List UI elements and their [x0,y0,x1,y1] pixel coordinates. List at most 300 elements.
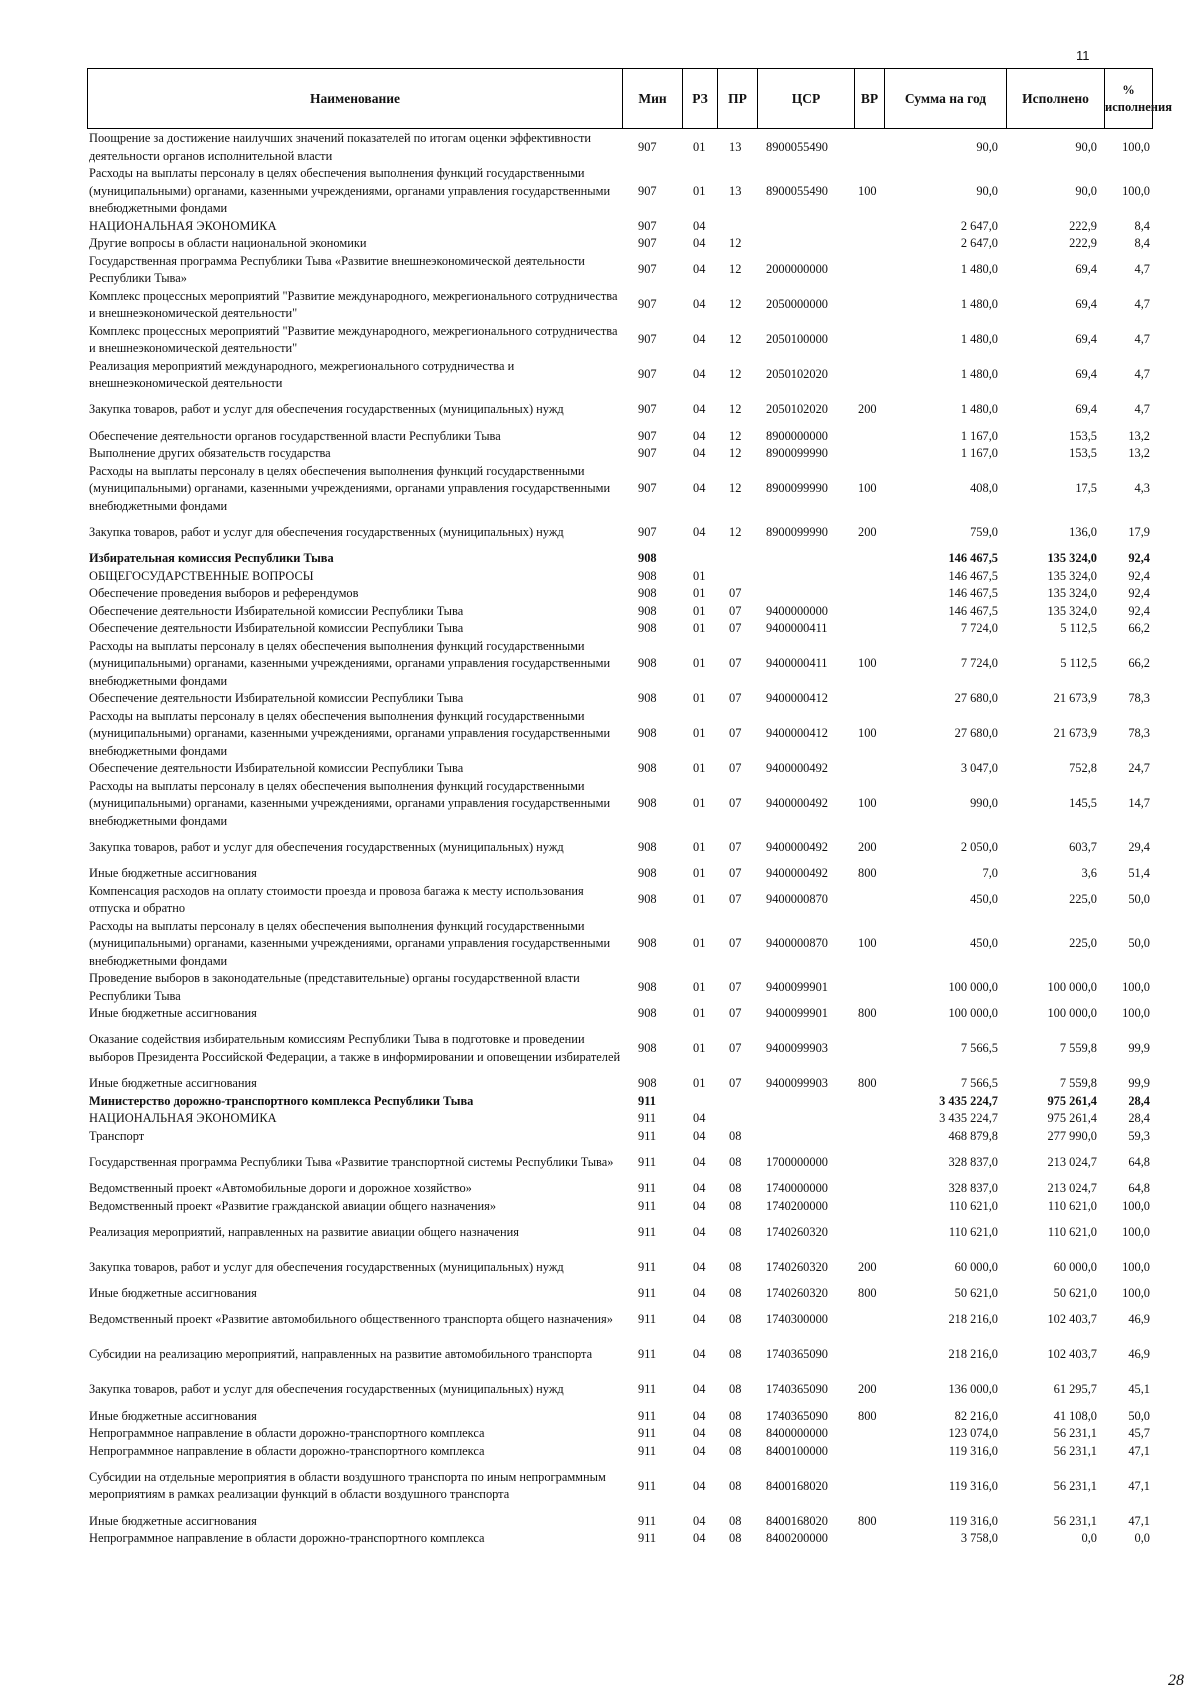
row-percent: 64,8 [1128,1181,1150,1195]
row-rz: 04 [693,1426,706,1440]
row-min: 911 [638,1154,657,1169]
table-row [87,918,1152,971]
row-name: Реализация мероприятий, направленных на развитие авиации общего назначения [89,1224,519,1239]
table-row [87,393,1152,428]
row-executed: 225,0 [1069,892,1097,907]
row-percent: 17,9 [1128,524,1150,539]
row-executed: 7 559,8 [1059,1041,1097,1055]
row-rz: 04 [693,402,706,417]
table-row [87,778,1152,831]
row-pr: 07 [729,603,742,618]
row-name: Иные бюджетные ассигнования [89,866,257,880]
row-percent: 28,4 [1128,1093,1150,1108]
table-row [87,323,1152,358]
row-rz: 01 [693,1006,706,1020]
row-sum: 2 050,0 [960,839,998,854]
row-rz: 01 [693,656,706,670]
row-percent: 100,0 [1122,183,1150,198]
row-sum: 90,0 [976,139,998,154]
table-row [87,1093,1152,1111]
header-vr: ВР [855,69,885,129]
row-name: Субсидии на реализацию мероприятий, направленных на развитие автомобильного транспорта [89,1347,593,1362]
header-name: Наименование [88,69,623,129]
row-rz: 04 [693,1443,706,1458]
row-rz: 04 [693,1154,706,1169]
row-rz: 01 [693,183,706,198]
row-min: 908 [638,761,657,775]
row-csr: 9400000411 [766,621,828,635]
table-row [87,1145,1152,1180]
row-sum: 1 480,0 [960,262,998,277]
row-sum: 1 480,0 [960,332,998,347]
row-executed: 222,9 [1069,218,1097,233]
row-executed: 153,5 [1069,446,1097,460]
row-pr: 12 [729,262,742,277]
row-sum: 50 621,0 [954,1286,998,1300]
row-csr: 8400168020 [766,1478,828,1493]
row-executed: 61 295,7 [1053,1382,1097,1397]
row-csr: 8900000000 [766,428,828,443]
row-min: 908 [638,586,657,600]
row-csr: 1740365090 [766,1382,828,1397]
row-min: 907 [638,139,657,154]
row-executed: 69,4 [1075,367,1097,382]
table-row [87,1460,1152,1513]
row-name: Ведомственный проект «Развитие автомобильного общественного транспорта общего назначения» [89,1312,613,1327]
row-csr: 9400099903 [766,1041,828,1055]
row-sum: 7 566,5 [960,1041,998,1055]
row-min: 908 [638,839,657,854]
row-executed: 60 000,0 [1053,1259,1097,1274]
row-rz: 04 [693,446,706,460]
row-csr: 9400000492 [766,761,828,775]
row-csr: 1740260320 [766,1224,828,1239]
row-pr: 08 [729,1382,742,1397]
row-pr: 07 [729,839,742,854]
row-rz: 01 [693,1041,706,1055]
row-name: Расходы на выплаты персоналу в целях обеспечения выполнения функций государственными (муниципальными) органами, казенными учреждениями, органами управления государственными внебюджетными фондами [89,463,611,513]
row-name: ОБЩЕГОСУДАРСТВЕННЫЕ ВОПРОСЫ [89,568,314,583]
row-pr: 08 [729,1224,742,1239]
row-csr: 2050102020 [766,367,828,382]
table-row [87,1513,1152,1531]
row-sum: 100 000,0 [948,979,998,994]
table-row [87,585,1152,603]
row-percent: 0,0 [1134,1531,1150,1545]
row-rz: 04 [693,1382,706,1397]
row-min: 907 [638,428,657,443]
table-row [87,1023,1152,1076]
row-name: Субсидии на отдельные мероприятия в области воздушного транспорта по иным непрограммным мероприятиям в рамках реализации функций в области воздушного транспорта [89,1469,606,1502]
header-executed: Исполнено [1007,69,1105,129]
row-percent: 47,1 [1128,1513,1150,1528]
row-sum: 2 647,0 [960,218,998,233]
row-name: Реализация мероприятий международного, межрегионального сотрудничества и внешнеэкономической деятельности [89,358,515,390]
row-rz: 04 [693,218,706,233]
row-percent: 50,0 [1128,892,1150,907]
row-percent: 66,2 [1128,656,1150,670]
row-sum: 27 680,0 [954,691,998,705]
row-rz: 04 [693,1531,706,1545]
row-csr: 2000000000 [766,262,828,277]
row-name: Расходы на выплаты персоналу в целях обеспечения выполнения функций государственными (муниципальными) органами, казенными учреждениями, органами управления государственными внебюджетными фондами [89,166,611,215]
row-executed: 213 024,7 [1047,1154,1097,1169]
row-min: 911 [638,1224,657,1239]
row-sum: 110 621,0 [948,1198,998,1213]
row-sum: 100 000,0 [948,1006,998,1020]
row-sum: 990,0 [970,796,998,810]
row-percent: 92,4 [1128,551,1150,565]
row-executed: 135 324,0 [1047,603,1097,618]
row-sum: 218 216,0 [948,1312,998,1327]
row-min: 911 [638,1478,657,1493]
table-row [87,1443,1152,1461]
row-percent: 78,3 [1128,691,1150,705]
row-name: Обеспечение деятельности Избирательной комиссии Республики Тыва [89,603,464,618]
table-row [87,1530,1152,1548]
row-csr: 9400000412 [766,726,828,740]
row-executed: 69,4 [1075,262,1097,277]
row-csr: 2050102020 [766,402,828,417]
row-executed: 50 621,0 [1053,1286,1097,1300]
table-row [87,1250,1152,1285]
row-percent: 4,7 [1134,262,1150,277]
row-pr: 12 [729,481,742,495]
row-percent: 64,8 [1128,1154,1150,1169]
row-vr: 100 [858,796,877,810]
row-sum: 408,0 [970,481,998,495]
row-rz: 01 [693,796,706,810]
row-min: 907 [638,262,657,277]
row-percent: 100,0 [1122,979,1150,994]
row-rz: 04 [693,1312,706,1327]
row-min: 911 [638,1531,657,1545]
row-percent: 100,0 [1122,1224,1150,1239]
row-pr: 08 [729,1312,742,1327]
row-executed: 136,0 [1069,524,1097,539]
table-row [87,830,1152,865]
row-percent: 50,0 [1128,936,1150,950]
table-row [87,708,1152,761]
row-sum: 146 467,5 [948,586,998,600]
row-csr: 9400000870 [766,892,828,907]
row-pr: 12 [729,402,742,417]
row-min: 911 [638,1382,657,1397]
row-rz: 04 [693,1128,706,1143]
row-name: Иные бюджетные ассигнования [89,1006,257,1020]
table-row [87,1285,1152,1303]
page-number: 11 [1076,48,1090,63]
row-vr: 100 [858,726,877,740]
row-name: Закупка товаров, работ и услуг для обеспечения государственных (муниципальных) нужд [89,402,564,417]
row-percent: 66,2 [1128,621,1150,635]
row-vr: 200 [858,839,877,854]
table-row [87,883,1152,918]
row-percent: 29,4 [1128,839,1150,854]
row-pr: 08 [729,1128,742,1143]
row-percent: 51,4 [1128,866,1150,880]
row-rz: 04 [693,1259,706,1274]
row-csr: 9400000492 [766,839,828,854]
row-rz: 04 [693,1181,706,1195]
row-name: Обеспечение проведения выборов и референдумов [89,586,359,600]
table-row [87,638,1152,691]
row-min: 907 [638,297,657,312]
row-percent: 99,9 [1128,1076,1150,1090]
row-name: Поощрение за достижение наилучших значений показателей по итогам оценки эффективности деятельности органов исполнительной власти [89,131,592,163]
row-pr: 07 [729,866,742,880]
row-pr: 08 [729,1531,742,1545]
row-csr: 8900055490 [766,183,828,198]
row-csr: 2050000000 [766,297,828,312]
row-executed: 213 024,7 [1047,1181,1097,1195]
row-min: 907 [638,481,657,495]
row-percent: 4,7 [1134,297,1150,312]
row-pr: 07 [729,621,742,635]
row-csr: 9400000870 [766,936,828,950]
table-row [87,970,1152,1005]
row-percent: 13,2 [1128,428,1150,443]
row-sum: 328 837,0 [948,1181,998,1195]
row-name: Ведомственный проект «Развитие гражданской авиации общего назначения» [89,1198,497,1213]
row-pr: 07 [729,1041,742,1055]
row-pr: 12 [729,332,742,347]
row-sum: 2 647,0 [960,236,998,250]
row-min: 908 [638,1006,657,1020]
row-name: Обеспечение деятельности Избирательной комиссии Республики Тыва [89,761,464,775]
table-row [87,235,1152,253]
row-executed: 17,5 [1075,481,1097,495]
row-rz: 01 [693,936,706,950]
row-min: 911 [638,1198,657,1213]
row-executed: 100 000,0 [1047,979,1097,994]
row-pr: 07 [729,726,742,740]
row-name: Непрограммное направление в области дорожно-транспортного комплекса [89,1443,485,1458]
row-min: 911 [638,1111,657,1125]
row-vr: 200 [858,1382,877,1397]
row-csr: 8400168020 [766,1513,828,1528]
row-name: Закупка товаров, работ и услуг для обеспечения государственных (муниципальных) нужд [89,1382,564,1397]
row-min: 908 [638,1041,657,1055]
row-executed: 102 403,7 [1047,1312,1097,1327]
header-min: Мин [623,69,683,129]
row-rz: 01 [693,839,706,854]
row-min: 907 [638,332,657,347]
row-sum: 7 724,0 [960,621,998,635]
row-percent: 100,0 [1122,1286,1150,1300]
row-min: 907 [638,402,657,417]
row-rz: 01 [693,568,706,583]
row-percent: 92,4 [1128,603,1150,618]
row-csr: 8400200000 [766,1531,828,1545]
row-rz: 04 [693,297,706,312]
row-min: 907 [638,218,657,233]
row-name: Расходы на выплаты персоналу в целях обеспечения выполнения функций государственными (муниципальными) органами, казенными учреждениями, органами управления государственными внебюджетными фондами [89,708,611,758]
row-min: 908 [638,1076,657,1090]
row-executed: 21 673,9 [1053,726,1097,740]
row-rz: 04 [693,1347,706,1362]
table-row [87,690,1152,708]
row-csr: 1740000000 [766,1181,828,1195]
row-rz: 04 [693,1198,706,1213]
row-pr: 07 [729,761,742,775]
row-min: 908 [638,979,657,994]
table-row [87,515,1152,550]
row-min: 908 [638,551,657,565]
row-min: 908 [638,656,657,670]
row-min: 908 [638,936,657,950]
row-name: Расходы на выплаты персоналу в целях обеспечения выполнения функций государственными (муниципальными) органами, казенными учреждениями, органами управления государственными внебюджетными фондами [89,638,611,688]
table-row [87,130,1152,165]
row-pr: 08 [729,1286,742,1300]
row-rz: 01 [693,139,706,154]
table-row [87,1303,1152,1338]
row-sum: 3 047,0 [960,761,998,775]
row-sum: 468 879,8 [948,1128,998,1143]
row-executed: 145,5 [1069,796,1097,810]
table-row [87,218,1152,236]
row-sum: 7,0 [982,866,998,880]
row-name: Закупка товаров, работ и услуг для обеспечения государственных (муниципальных) нужд [89,839,564,854]
row-vr: 200 [858,1259,877,1274]
row-executed: 135 324,0 [1047,568,1097,583]
row-percent: 47,1 [1128,1478,1150,1493]
row-rz: 01 [693,603,706,618]
row-name: Иные бюджетные ассигнования [89,1076,257,1090]
row-pr: 08 [729,1181,742,1195]
table-row [87,1338,1152,1373]
row-rz: 01 [693,866,706,880]
row-percent: 100,0 [1122,139,1150,154]
row-rz: 04 [693,1224,706,1239]
row-vr: 100 [858,936,877,950]
row-executed: 277 990,0 [1047,1128,1097,1143]
row-sum: 1 480,0 [960,297,998,312]
row-executed: 56 231,1 [1053,1426,1097,1440]
row-rz: 04 [693,1513,706,1528]
row-name: Закупка товаров, работ и услуг для обеспечения государственных (муниципальных) нужд [89,524,564,539]
row-rz: 04 [693,236,706,250]
row-name: Иные бюджетные ассигнования [89,1286,257,1300]
row-executed: 603,7 [1069,839,1097,854]
header-sum: Сумма на год [885,69,1007,129]
row-sum: 146 467,5 [948,568,998,583]
row-csr: 1700000000 [766,1154,828,1169]
table-row [87,1373,1152,1408]
row-pr: 08 [729,1513,742,1528]
row-pr: 12 [729,297,742,312]
row-percent: 99,9 [1128,1041,1150,1055]
row-executed: 110 621,0 [1047,1224,1097,1239]
row-min: 907 [638,367,657,382]
row-pr: 07 [729,979,742,994]
row-csr: 9400000000 [766,603,828,618]
row-name: Избирательная комиссия Республики Тыва [89,551,334,565]
row-percent: 78,3 [1128,726,1150,740]
row-sum: 3 435 224,7 [939,1111,998,1125]
row-vr: 800 [858,866,877,880]
row-percent: 4,7 [1134,367,1150,382]
header-percent: % исполнения [1105,69,1153,129]
row-rz: 01 [693,892,706,907]
row-min: 908 [638,603,657,618]
row-pr: 07 [729,892,742,907]
row-pr: 08 [729,1408,742,1423]
header-csr: ЦСР [758,69,855,129]
row-name: Государственная программа Республики Тыва «Развитие транспортной системы Республики Тыва» [89,1154,614,1169]
row-executed: 0,0 [1081,1531,1097,1545]
row-pr: 08 [729,1198,742,1213]
row-name: Оказание содействия избирательным комиссиям Республики Тыва в подготовке и проведении выборов Президента Российской Федерации, а также в информировании и оповещении избирателей [89,1032,621,1064]
row-name: Другие вопросы в области национальной экономики [89,236,367,250]
row-sum: 119 316,0 [948,1513,998,1528]
row-rz: 04 [693,262,706,277]
row-percent: 46,9 [1128,1312,1150,1327]
row-name: Расходы на выплаты персоналу в целях обеспечения выполнения функций государственными (муниципальными) органами, казенными учреждениями, органами управления государственными внебюджетными фондами [89,778,611,828]
row-name: Комплекс процессных мероприятий "Развитие международного, межрегионального сотрудничества и внешнеэкономической деятельности" [89,323,618,355]
row-executed: 225,0 [1069,936,1097,950]
row-executed: 69,4 [1075,332,1097,347]
row-name: Проведение выборов в законодательные (представительные) органы государственной власти Республики Тыва [89,971,580,1003]
row-executed: 153,5 [1069,428,1097,443]
row-rz: 01 [693,979,706,994]
row-sum: 136 000,0 [948,1382,998,1397]
row-name: Министерство дорожно-транспортного комплекса Республики Тыва [89,1093,474,1108]
row-executed: 56 231,1 [1053,1478,1097,1493]
row-name: Обеспечение деятельности Избирательной комиссии Республики Тыва [89,691,464,705]
row-executed: 56 231,1 [1053,1513,1097,1528]
row-executed: 56 231,1 [1053,1443,1097,1458]
row-min: 911 [638,1093,656,1108]
row-vr: 800 [858,1006,877,1020]
row-csr: 1740365090 [766,1347,828,1362]
row-pr: 13 [729,183,742,198]
row-name: Обеспечение деятельности органов государственной власти Республики Тыва [89,428,501,443]
row-rz: 04 [693,1408,706,1423]
row-sum: 7 724,0 [960,656,998,670]
row-percent: 46,9 [1128,1347,1150,1362]
row-min: 908 [638,866,657,880]
row-vr: 100 [858,183,877,198]
row-rz: 01 [693,761,706,775]
table-row [87,358,1152,393]
row-csr: 9400000492 [766,796,828,810]
row-rz: 04 [693,1286,706,1300]
row-percent: 92,4 [1128,586,1150,600]
table-row [87,1408,1152,1426]
table-row [87,1425,1152,1443]
row-csr: 8900055490 [766,139,828,154]
table-row [87,445,1152,463]
row-name: Транспорт [89,1128,145,1143]
row-name: Расходы на выплаты персоналу в целях обеспечения выполнения функций государственными (муниципальными) органами, казенными учреждениями, органами управления государственными внебюджетными фондами [89,918,611,968]
row-executed: 975 261,4 [1047,1093,1097,1108]
row-csr: 9400099901 [766,979,828,994]
row-rz: 04 [693,524,706,539]
row-csr: 9400099903 [766,1076,828,1090]
table-row [87,1075,1152,1093]
row-executed: 975 261,4 [1047,1111,1097,1125]
table-row [87,603,1152,621]
row-min: 911 [638,1347,657,1362]
row-executed: 135 324,0 [1047,586,1097,600]
row-pr: 07 [729,796,742,810]
row-percent: 50,0 [1128,1408,1150,1423]
row-rz: 01 [693,726,706,740]
row-pr: 08 [729,1478,742,1493]
row-percent: 45,7 [1128,1426,1150,1440]
row-percent: 100,0 [1122,1259,1150,1274]
